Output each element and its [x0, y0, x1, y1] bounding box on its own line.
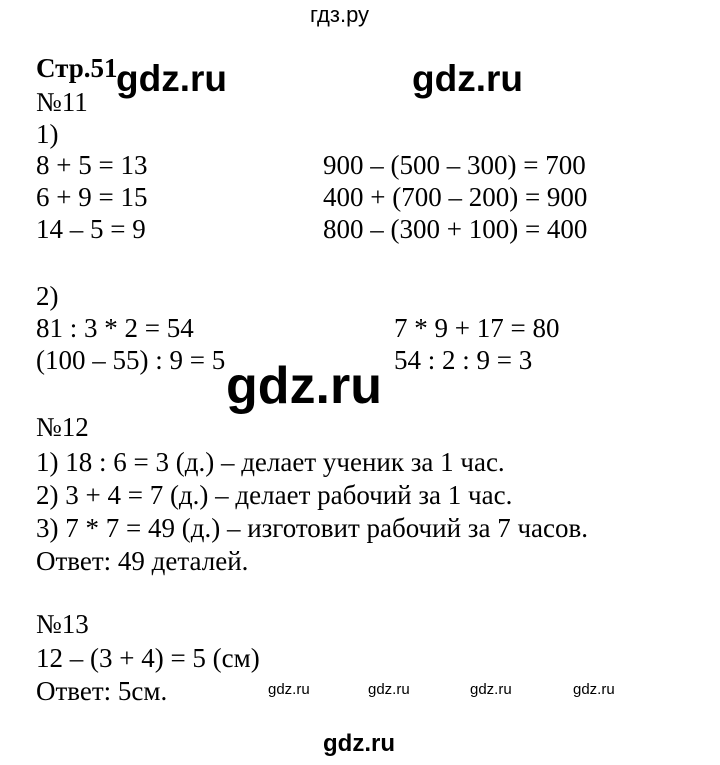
task12-line-2: 2) 3 + 4 = 7 (д.) – делает рабочий за 1 час.: [36, 480, 513, 510]
task11-left2-1: 81 : 3 * 2 = 54: [36, 313, 194, 343]
task11-right2-1: 7 * 9 + 17 = 80: [394, 313, 560, 343]
page-title: Стр.51: [36, 53, 118, 83]
task11-right-1: 900 – (500 – 300) = 700: [323, 150, 586, 180]
watermark-bottom: gdz.ru: [323, 730, 395, 757]
task12-answer: Ответ: 49 деталей.: [36, 546, 249, 576]
task12-line-3: 3) 7 * 7 = 49 (д.) – изготовит рабочий за 7 часов.: [36, 513, 588, 543]
task13-line-1: 12 – (3 + 4) = 5 (см): [36, 643, 260, 673]
task11-left-1: 8 + 5 = 13: [36, 150, 148, 180]
task13-number: №13: [36, 609, 89, 639]
watermark-1: gdz.ru: [116, 58, 227, 99]
task11-part2-label: 2): [36, 281, 59, 311]
task11-number: №11: [36, 87, 88, 117]
task11-right2-2: 54 : 2 : 9 = 3: [394, 345, 533, 375]
task12-line-1: 1) 18 : 6 = 3 (д.) – делает ученик за 1 час.: [36, 447, 505, 477]
watermark-small-4: gdz.ru: [573, 681, 615, 698]
watermark-top: гдз.ру: [310, 2, 370, 27]
watermark-small-1: gdz.ru: [268, 681, 310, 698]
task11-right-3: 800 – (300 + 100) = 400: [323, 214, 588, 244]
task11-left2-2: (100 – 55) : 9 = 5: [36, 345, 226, 375]
task11-part1-label: 1): [36, 119, 59, 149]
watermark-2: gdz.ru: [412, 58, 523, 99]
task12-number: №12: [36, 412, 89, 442]
task11-left-3: 14 – 5 = 9: [36, 214, 146, 244]
watermark-small-2: gdz.ru: [368, 681, 410, 698]
task11-right-2: 400 + (700 – 200) = 900: [323, 182, 588, 212]
task13-answer: Ответ: 5см.: [36, 676, 168, 706]
watermark-center: gdz.ru: [226, 357, 382, 415]
task11-left-2: 6 + 9 = 15: [36, 182, 148, 212]
watermark-small-3: gdz.ru: [470, 681, 512, 698]
